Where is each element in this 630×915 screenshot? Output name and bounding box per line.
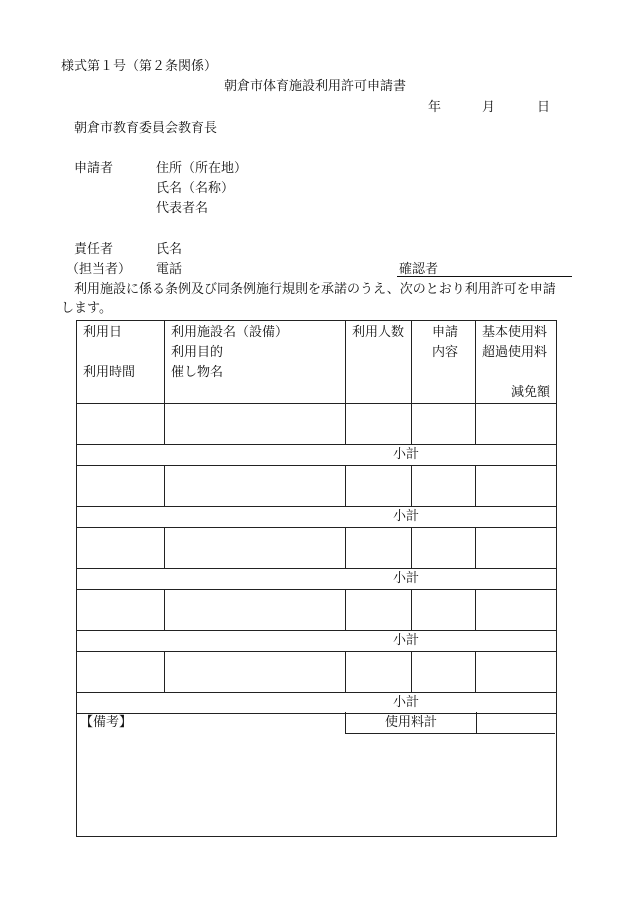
header-facility xyxy=(165,321,346,404)
responsible-name-label: 氏名 xyxy=(156,242,183,257)
cell-fee[interactable] xyxy=(476,652,557,693)
header-excess-fee: 超過使用料 xyxy=(482,345,548,360)
header-date-time xyxy=(77,321,165,404)
cell-date-time[interactable] xyxy=(77,528,165,569)
subtotal-label: 小計 xyxy=(77,507,557,528)
form-style-number: 様式第１号（第２条関係） xyxy=(61,59,218,74)
statement-line-2: します。 xyxy=(61,301,112,316)
cell-request[interactable] xyxy=(412,466,476,507)
table-row xyxy=(77,466,557,507)
application-table xyxy=(76,320,557,714)
cell-request[interactable] xyxy=(412,404,476,445)
header-purpose: 利用目的 xyxy=(171,345,224,360)
header-people-label: 利用人数 xyxy=(352,325,405,340)
date-day-label: 日 xyxy=(537,100,551,115)
applicant-name-label: 氏名（名称） xyxy=(156,181,235,196)
header-request-2: 内容 xyxy=(432,345,459,360)
cell-facility[interactable] xyxy=(165,652,346,693)
cell-fee[interactable] xyxy=(476,528,557,569)
subtotal-label: 小計 xyxy=(77,569,557,590)
confirmer-label: 確認者 xyxy=(399,262,439,277)
header-fees xyxy=(476,321,557,404)
cell-fee[interactable] xyxy=(476,404,557,445)
cell-people[interactable] xyxy=(346,466,412,507)
responsible-label: 責任者 xyxy=(74,242,114,257)
cell-request[interactable] xyxy=(412,652,476,693)
cell-people[interactable] xyxy=(346,590,412,631)
fee-total-value[interactable] xyxy=(476,712,555,734)
subtotal-label: 小計 xyxy=(77,693,557,714)
cell-request[interactable] xyxy=(412,528,476,569)
subtotal-label: 小計 xyxy=(77,445,557,466)
header-request-1: 申請 xyxy=(432,325,459,340)
applicant-representative-label: 代表者名 xyxy=(156,201,209,216)
cell-fee[interactable] xyxy=(476,466,557,507)
cell-facility[interactable] xyxy=(165,528,346,569)
confirmer-underline xyxy=(397,276,572,277)
remarks-label: 【備考】 xyxy=(80,715,133,730)
table-row xyxy=(77,404,557,445)
date-year-label: 年 xyxy=(428,100,442,115)
header-time: 利用時間 xyxy=(83,365,136,380)
responsible-phone-label: 電話 xyxy=(156,262,183,277)
form-title: 朝倉市体育施設利用許可申請書 xyxy=(224,79,407,94)
header-basic-fee: 基本使用料 xyxy=(482,325,548,340)
table-row xyxy=(77,652,557,693)
cell-people[interactable] xyxy=(346,404,412,445)
cell-people[interactable] xyxy=(346,528,412,569)
subtotal-row xyxy=(77,507,557,528)
cell-request[interactable] xyxy=(412,590,476,631)
applicant-address-label: 住所（所在地） xyxy=(156,161,248,176)
cell-date-time[interactable] xyxy=(77,590,165,631)
fee-total-label: 使用料計 xyxy=(345,712,477,734)
applicant-label: 申請者 xyxy=(74,161,114,176)
table-row xyxy=(77,590,557,631)
cell-date-time[interactable] xyxy=(77,466,165,507)
subtotal-row xyxy=(77,631,557,652)
header-date: 利用日 xyxy=(83,325,123,340)
table-row xyxy=(77,528,557,569)
header-event: 催し物名 xyxy=(171,365,224,380)
cell-facility[interactable] xyxy=(165,466,346,507)
subtotal-row xyxy=(77,569,557,590)
header-reduction: 減免額 xyxy=(510,385,550,400)
header-people xyxy=(346,321,412,404)
cell-date-time[interactable] xyxy=(77,652,165,693)
date-month-label: 月 xyxy=(482,100,496,115)
table-header-row xyxy=(77,321,557,404)
cell-facility[interactable] xyxy=(165,404,346,445)
addressee: 朝倉市教育委員会教育長 xyxy=(74,121,218,136)
subtotal-row xyxy=(77,693,557,714)
subtotal-label: 小計 xyxy=(77,631,557,652)
cell-facility[interactable] xyxy=(165,590,346,631)
cell-date-time[interactable] xyxy=(77,404,165,445)
statement-line-1: 利用施設に係る条例及び同条例施行規則を承諾のうえ、次のとおり利用許可を申請 xyxy=(74,282,556,297)
cell-people[interactable] xyxy=(346,652,412,693)
header-facility-name: 利用施設名（設備） xyxy=(171,325,289,340)
responsible-sub-label: （担当者） xyxy=(66,262,132,277)
cell-fee[interactable] xyxy=(476,590,557,631)
subtotal-row xyxy=(77,445,557,466)
header-request xyxy=(412,321,476,404)
